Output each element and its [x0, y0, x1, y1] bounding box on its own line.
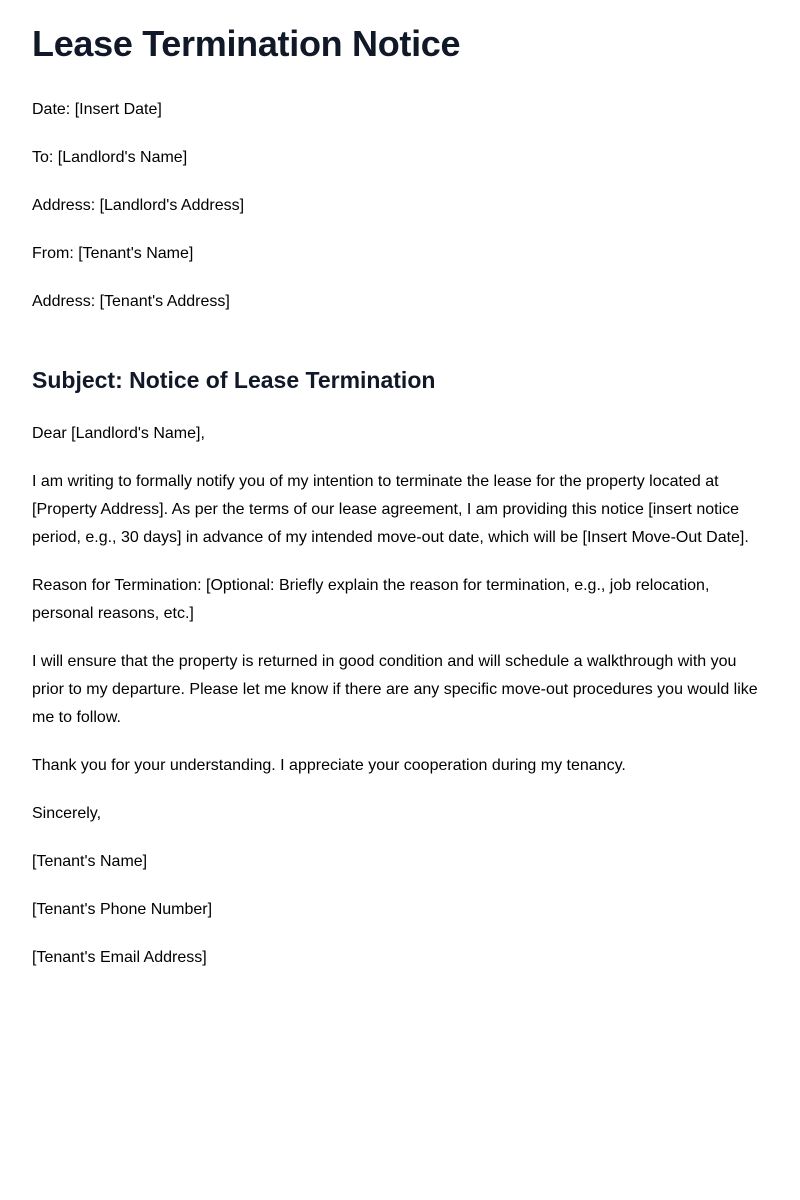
salutation: Dear [Landlord's Name],: [32, 425, 205, 442]
subject-heading: Subject: Notice of Lease Termination: [32, 367, 436, 393]
recipient-address-field: Address: [Landlord's Address]: [32, 197, 245, 214]
signature-phone: [Tenant's Phone Number]: [32, 901, 213, 918]
signature-email: [Tenant's Email Address]: [32, 949, 207, 966]
reason-paragraph: Reason for Termination: [Optional: Briefly explain the reason for termination, e.g., job relocation, personal reasons, etc.]: [32, 577, 710, 622]
condition-paragraph: I will ensure that the property is returned in good condition and will schedule a walkthrough with you prior to my departure. Please let me know if there are any specific move-out procedures you would like me to follow.: [32, 653, 758, 726]
sender-name-field: From: [Tenant's Name]: [32, 245, 194, 262]
sender-address-field: Address: [Tenant's Address]: [32, 293, 230, 310]
signature-name: [Tenant's Name]: [32, 853, 148, 870]
intro-paragraph: I am writing to formally notify you of my intention to terminate the lease for the property located at [Property Address]. As per the terms of our lease agreement, I am providing this notice [insert notice period, e.g., 30 days] in advance of my intended move-out date, which will be [Insert Move-Out Date].: [32, 473, 749, 546]
date-field: Date: [Insert Date]: [32, 101, 162, 118]
document-title: Lease Termination Notice: [32, 23, 461, 64]
recipient-name-field: To: [Landlord's Name]: [32, 149, 188, 166]
closing: Sincerely,: [32, 805, 102, 822]
thanks-paragraph: Thank you for your understanding. I appreciate your cooperation during my tenancy.: [32, 757, 626, 774]
